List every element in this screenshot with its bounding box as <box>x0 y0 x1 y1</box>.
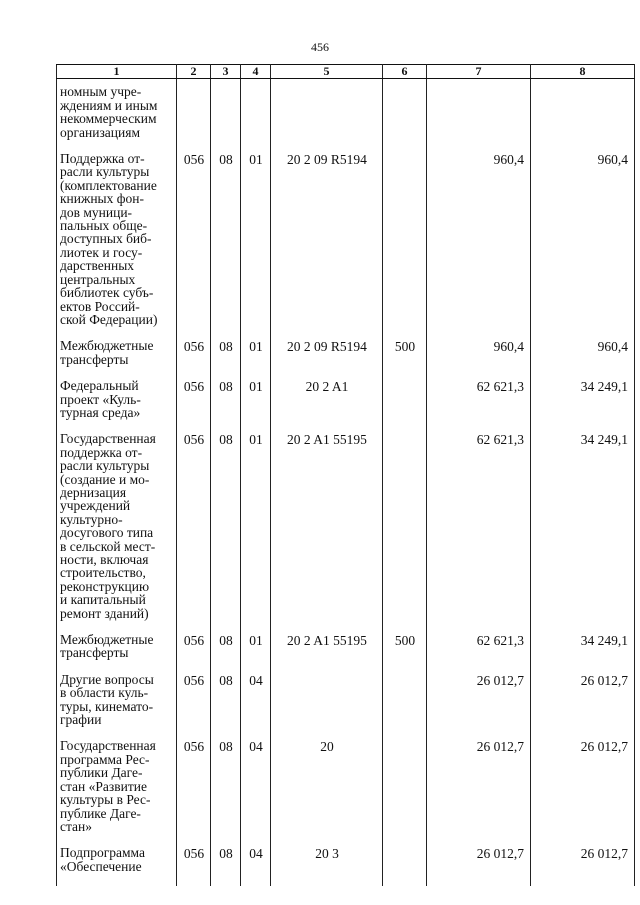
target-article-cell <box>271 673 383 740</box>
admin-code-cell: 056 <box>177 633 211 673</box>
expense-type-cell <box>383 379 427 432</box>
row-label: номным учре- ждениям и иным некоммерческим организациям <box>57 79 177 152</box>
column-header: 2 <box>177 65 211 79</box>
expense-type-cell <box>383 673 427 740</box>
table-row <box>57 739 635 846</box>
amount-col8-cell: 34 249,1 <box>531 432 635 633</box>
table-row <box>57 339 635 379</box>
admin-code-cell: 056 <box>177 339 211 379</box>
subsection-code-cell: 04 <box>241 673 271 740</box>
subsection-code-cell: 01 <box>241 152 271 339</box>
target-article-cell <box>271 79 383 152</box>
row-label: Другие вопросы в области куль- туры, кинемато- графии <box>57 673 177 740</box>
expense-type-cell <box>383 432 427 633</box>
section-code-cell: 08 <box>211 152 241 339</box>
section-code-cell: 08 <box>211 846 241 886</box>
table-row <box>57 152 635 339</box>
table-row <box>57 846 635 886</box>
amount-col8-cell <box>531 79 635 152</box>
admin-code-cell: 056 <box>177 379 211 432</box>
section-code-cell: 08 <box>211 739 241 846</box>
admin-code-cell: 056 <box>177 739 211 846</box>
amount-col8-cell: 34 249,1 <box>531 633 635 673</box>
budget-table <box>56 64 635 886</box>
subsection-code-cell: 01 <box>241 339 271 379</box>
row-label: Государственная поддержка от- расли культуры (создание и мо- дернизация учреждений культурно- досугового типа в сельской мест- ности, включая строительство, реконструкцию и капитальный ремонт зданий) <box>57 432 177 633</box>
amount-col7-cell: 960,4 <box>427 339 531 379</box>
section-code-cell: 08 <box>211 339 241 379</box>
target-article-cell: 20 2 A1 55195 <box>271 432 383 633</box>
table-body <box>57 79 635 886</box>
amount-col7-cell: 62 621,3 <box>427 432 531 633</box>
amount-col8-cell: 26 012,7 <box>531 846 635 886</box>
amount-col7-cell: 26 012,7 <box>427 673 531 740</box>
row-label: Межбюджетные трансферты <box>57 339 177 379</box>
column-header: 8 <box>531 65 635 79</box>
row-label: Межбюджетные трансферты <box>57 633 177 673</box>
admin-code-cell: 056 <box>177 152 211 339</box>
amount-col8-cell: 960,4 <box>531 339 635 379</box>
expense-type-cell: 500 <box>383 339 427 379</box>
admin-code-cell: 056 <box>177 673 211 740</box>
subsection-code-cell: 04 <box>241 739 271 846</box>
column-header: 4 <box>241 65 271 79</box>
expense-type-cell <box>383 739 427 846</box>
column-header: 3 <box>211 65 241 79</box>
table-row <box>57 432 635 633</box>
target-article-cell: 20 2 09 R5194 <box>271 339 383 379</box>
target-article-cell: 20 2 A1 <box>271 379 383 432</box>
section-code-cell: 08 <box>211 673 241 740</box>
amount-col7-cell: 62 621,3 <box>427 379 531 432</box>
row-label: Подпрограмма «Обеспечение <box>57 846 177 886</box>
section-code-cell: 08 <box>211 379 241 432</box>
target-article-cell: 20 <box>271 739 383 846</box>
admin-code-cell: 056 <box>177 432 211 633</box>
table-row <box>57 633 635 673</box>
row-label: Поддержка от- расли культуры (комплектование книжных фон- дов муници- пальных обще- доступных биб- лиотек и госу- дарственных центральных библиотек субъ- ектов Россий- ской Федерации) <box>57 152 177 339</box>
table-row <box>57 379 635 432</box>
expense-type-cell: 500 <box>383 633 427 673</box>
table-row <box>57 79 635 152</box>
amount-col7-cell: 960,4 <box>427 152 531 339</box>
amount-col7-cell: 26 012,7 <box>427 846 531 886</box>
row-label: Федеральный проект «Куль- турная среда» <box>57 379 177 432</box>
column-header: 1 <box>57 65 177 79</box>
amount-col7-cell <box>427 79 531 152</box>
section-code-cell: 08 <box>211 633 241 673</box>
target-article-cell: 20 3 <box>271 846 383 886</box>
subsection-code-cell: 04 <box>241 846 271 886</box>
column-header: 5 <box>271 65 383 79</box>
amount-col8-cell: 34 249,1 <box>531 379 635 432</box>
target-article-cell: 20 2 09 R5194 <box>271 152 383 339</box>
section-code-cell: 08 <box>211 432 241 633</box>
amount-col8-cell: 26 012,7 <box>531 739 635 846</box>
column-header: 6 <box>383 65 427 79</box>
amount-col8-cell: 960,4 <box>531 152 635 339</box>
row-label: Государственная программа Рес- публики Даге- стан «Развитие культуры в Рес- публике Даге- стан» <box>57 739 177 846</box>
page-number: 456 <box>311 40 329 54</box>
target-article-cell: 20 2 A1 55195 <box>271 633 383 673</box>
amount-col7-cell: 26 012,7 <box>427 739 531 846</box>
section-code-cell <box>211 79 241 152</box>
subsection-code-cell: 01 <box>241 379 271 432</box>
expense-type-cell <box>383 79 427 152</box>
table-row <box>57 673 635 740</box>
subsection-code-cell: 01 <box>241 432 271 633</box>
column-number-header-row <box>57 65 635 79</box>
column-header: 7 <box>427 65 531 79</box>
budget-table-container <box>56 64 634 874</box>
admin-code-cell <box>177 79 211 152</box>
subsection-code-cell: 01 <box>241 633 271 673</box>
admin-code-cell: 056 <box>177 846 211 886</box>
amount-col7-cell: 62 621,3 <box>427 633 531 673</box>
expense-type-cell <box>383 152 427 339</box>
subsection-code-cell <box>241 79 271 152</box>
expense-type-cell <box>383 846 427 886</box>
amount-col8-cell: 26 012,7 <box>531 673 635 740</box>
